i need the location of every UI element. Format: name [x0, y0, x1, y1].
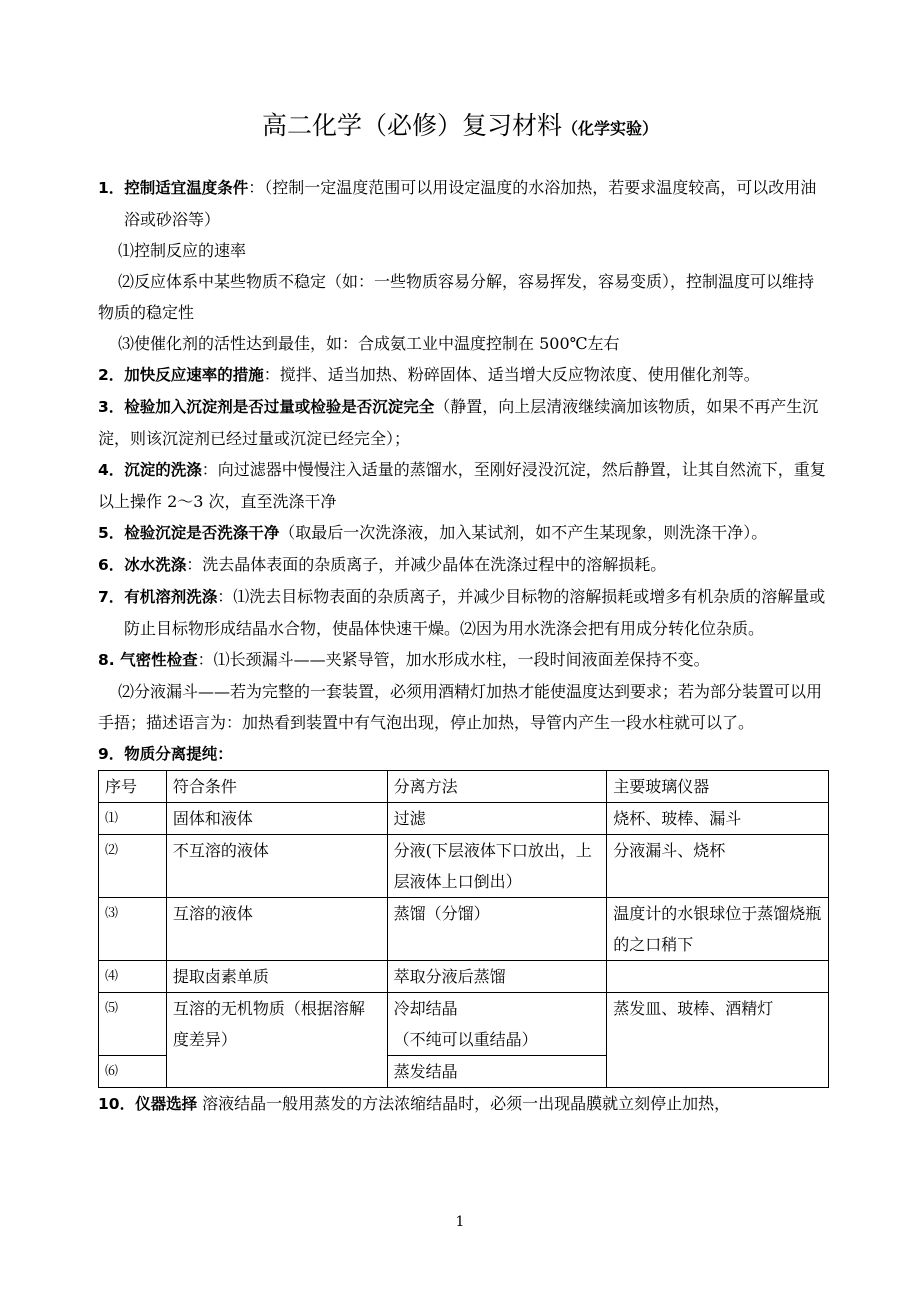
- table-cell-no: ⑵: [99, 835, 167, 898]
- section-3: 3．检验加入沉淀剂是否过量或检验是否沉淀完全（静置，向上层清液继续滴加该物质，如果不再产生沉淀，则该沉淀剂已经过量或沉淀已经完全）；: [98, 397, 819, 448]
- table-cell: 烧杯、玻棒、漏斗: [607, 803, 829, 835]
- table-cell-no: ⑹: [99, 1056, 167, 1088]
- table-row: [99, 835, 829, 898]
- separation-table: [98, 770, 829, 1088]
- table-cell-no: ⑴: [99, 803, 167, 835]
- section-4: 4．沉淀的洗涤：向过滤器中慢慢注入适量的蒸馏水，至刚好浸没沉淀，然后静置，让其自然流下，重复以上操作 2～3 次，直至洗涤干净: [98, 460, 826, 511]
- table-cell: 冷却结晶 （不纯可以重结晶）: [387, 993, 607, 1056]
- section-8: 8. 气密性检查：⑴长颈漏斗——夹紧导管，加水形成水柱，一段时间液面差保持不变。: [98, 650, 710, 669]
- table-cell: 蒸发结晶: [387, 1056, 607, 1088]
- section-1: 1．控制适宜温度条件：（控制一定温度范围可以用设定温度的水浴加热，若要求温度较高，可以改用油浴或砂浴等）: [98, 178, 817, 229]
- section-1-item-3: ⑶使催化剂的活性达到最佳，如：合成氨工业中温度控制在 500℃左右: [118, 334, 620, 353]
- table-header: 分离方法: [387, 771, 607, 803]
- table-cell: 分液(下层液体下口放出，上层液体上口倒出）: [387, 835, 607, 898]
- table-cell: 温度计的水银球位于蒸馏烧瓶的之口稍下: [607, 898, 829, 961]
- table-cell: 固体和液体: [166, 803, 387, 835]
- page-number: 1: [455, 1214, 465, 1230]
- table-row: [99, 993, 829, 1056]
- section-10: 10．仪器选择 溶液结晶一般用蒸发的方法浓缩结晶时，必须一出现晶膜就立刻停止加热，: [98, 1094, 731, 1113]
- title-main: 高二化学（必修）复习材料: [261, 111, 562, 140]
- section-7: 7．有机溶剂洗涤：⑴洗去目标物表面的杂质离子，并减少目标物的溶解损耗或增多有机杂质的溶解量或防止目标物形成结晶水合物，使晶体快速干燥。⑵因为用水洗涤会把有用成分转化位杂质。: [98, 587, 826, 638]
- table-cell: [607, 961, 829, 993]
- section-5: 5．检验沉淀是否洗涤干净（取最后一次洗涤液，加入某试剂，如不产生某现象，则洗涤干净）。: [98, 523, 768, 542]
- table-cell-no: ⑸: [99, 993, 167, 1056]
- table-cell-no: ⑷: [99, 961, 167, 993]
- section-1-item-1: ⑴控制反应的速率: [118, 241, 247, 260]
- table-cell: 过滤: [387, 803, 607, 835]
- section-9: 9．物质分离提纯：: [98, 745, 233, 763]
- section-2: 2．加快反应速率的措施：搅拌、适当加热、粉碎固体、适当增大反应物浓度、使用催化剂等。: [98, 365, 760, 384]
- table-cell: 互溶的无机物质（根据溶解度差异）: [166, 993, 387, 1088]
- title-sub: （化学实验）: [562, 119, 659, 138]
- table-header: 符合条件: [166, 771, 387, 803]
- section-6: 6．冰水洗涤：洗去晶体表面的杂质离子，并减少晶体在洗涤过程中的溶解损耗。: [98, 555, 667, 574]
- table-cell: 不互溶的液体: [166, 835, 387, 898]
- table-cell: 提取卤素单质: [166, 961, 387, 993]
- section-1-item-2: ⑵反应体系中某些物质不稳定（如：一些物质容易分解，容易挥发，容易变质），控制温度可以维持物质的稳定性: [98, 272, 815, 322]
- section-8-item-2: ⑵分液漏斗——若为完整的一套装置，必须用酒精灯加热才能使温度达到要求；若为部分装置可以用手捂；描述语言为：加热看到装置中有气泡出现，停止加热，导管内产生一段水柱就可以了。: [98, 682, 823, 732]
- table-cell: 萃取分液后蒸馏: [387, 961, 607, 993]
- content: [98, 172, 828, 1120]
- table-header-row: [99, 771, 829, 803]
- table-cell: 蒸馏（分馏）: [387, 898, 607, 961]
- table-cell: 互溶的液体: [166, 898, 387, 961]
- table-row: [99, 961, 829, 993]
- table-header: 主要玻璃仪器: [607, 771, 829, 803]
- table-row: [99, 803, 829, 835]
- table-row: [99, 898, 829, 961]
- table-cell-no: ⑶: [99, 898, 167, 961]
- page-title: [0, 108, 920, 147]
- table-cell: 分液漏斗、烧杯: [607, 835, 829, 898]
- table-header: 序号: [99, 771, 167, 803]
- table-cell: 蒸发皿、玻棒、酒精灯: [607, 993, 829, 1088]
